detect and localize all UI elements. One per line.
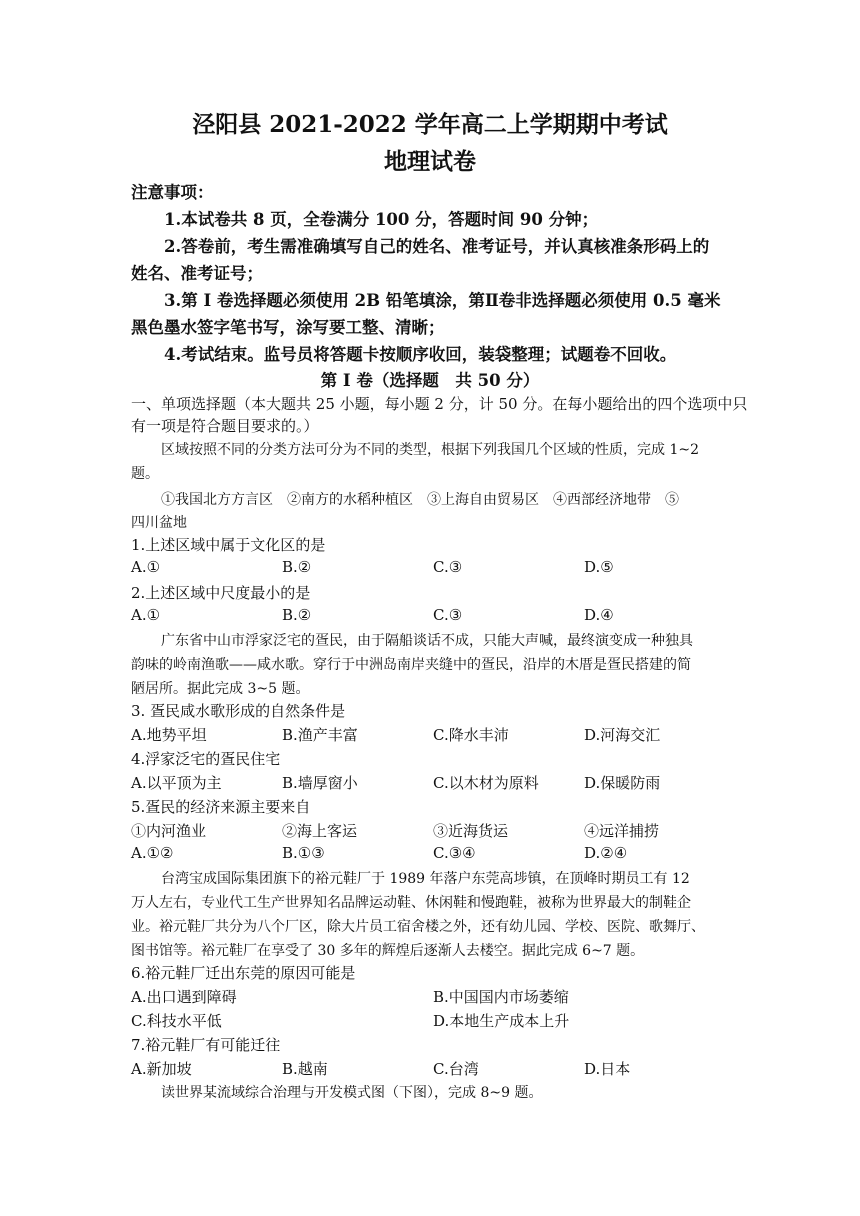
notice-item-1: 1.本试卷共 8 页，全卷满分 100 分，答题时间 90 分钟； bbox=[164, 210, 599, 229]
notice-item-4: 4.考试结束。监号员将答题卡按顺序收回，装袋整理；试题卷不回收。 bbox=[164, 345, 677, 364]
question-7-stem: 7.裕元鞋厂有可能迁往 bbox=[131, 1036, 281, 1054]
notice-item-2: 2.答卷前，考生需准确填写自己的姓名、准考证号，并认真核准条形码上的 bbox=[164, 237, 710, 256]
question-6-options-row-1 bbox=[0, 986, 860, 1008]
question-3-stem: 3. 疍民咸水歌形成的自然条件是 bbox=[131, 702, 346, 720]
q5-statement-3: ③近海货运 bbox=[433, 822, 509, 840]
notice-item-2-cont: 姓名、准考证号； bbox=[131, 264, 263, 283]
q6-option-d: D.本地生产成本上升 bbox=[433, 1012, 570, 1030]
question-5-stem: 5.疍民的经济来源主要来自 bbox=[131, 798, 311, 816]
section-intro-cont: 有一项是符合题目要求的。） bbox=[131, 417, 319, 435]
q3-option-c: C.降水丰沛 bbox=[433, 726, 509, 744]
q5-statement-4: ④远洋捕捞 bbox=[584, 822, 660, 840]
section-intro: 一、单项选择题（本大题共 25 小题，每小题 2 分，计 50 分。在每小题给出的四个选项中只 bbox=[131, 395, 748, 413]
passage-3-line-2: 万人左右，专业代工生产世界知名品牌运动鞋、休闲鞋和慢跑鞋，被称为世界最大的制鞋企 bbox=[131, 895, 691, 911]
notice-heading: 注意事项： bbox=[131, 183, 214, 202]
q4-option-d: D.保暖防雨 bbox=[584, 774, 661, 792]
q1-option-c: C.③ bbox=[433, 558, 463, 576]
passage-1-line-4: 四川盆地 bbox=[131, 515, 187, 531]
question-5-options bbox=[0, 844, 860, 866]
passage-3-line-3: 业。裕元鞋厂共分为八个厂区，除大片员工宿舍楼之外，还有幼儿园、学校、医院、歌舞厅、 bbox=[131, 919, 705, 935]
passage-4-line-1: 读世界某流域综合治理与开发模式图（下图），完成 8~9 题。 bbox=[161, 1085, 543, 1101]
q4-option-b: B.墙厚窗小 bbox=[282, 774, 358, 792]
q3-option-b: B.渔产丰富 bbox=[282, 726, 358, 744]
q7-option-b: B.越南 bbox=[282, 1060, 328, 1078]
question-6-stem: 6.裕元鞋厂迁出东莞的原因可能是 bbox=[131, 964, 356, 982]
q7-option-d: D.日本 bbox=[584, 1060, 631, 1078]
section-title: 第 I 卷（选择题 共 50 分） bbox=[320, 371, 540, 390]
q2-option-c: C.③ bbox=[433, 606, 463, 624]
q2-option-d: D.④ bbox=[584, 606, 614, 624]
passage-2-line-2: 韵味的岭南渔歌——咸水歌。穿行于中洲岛南岸夹缝中的疍民，沿岸的木厝是疍民搭建的简 bbox=[131, 657, 691, 673]
question-3-options bbox=[0, 724, 860, 746]
passage-3-line-4: 图书馆等。裕元鞋厂在享受了 30 多年的辉煌后逐渐人去楼空。据此完成 6~7 题。 bbox=[131, 943, 645, 959]
notice-item-3: 3.第 I 卷选择题必须使用 2B 铅笔填涂，第Ⅱ卷非选择题必须使用 0.5 毫米 bbox=[164, 291, 721, 310]
q5-option-c: C.③④ bbox=[433, 844, 476, 862]
passage-1-line-3: ①我国北方方言区 ②南方的水稻种植区 ③上海自由贸易区 ④西部经济地带 ⑤ bbox=[161, 492, 679, 508]
q1-option-d: D.⑤ bbox=[584, 558, 614, 576]
notice-item-3-cont: 黑色墨水签字笔书写，涂写要工整、清晰； bbox=[131, 318, 445, 337]
question-2-stem: 2.上述区域中尺度最小的是 bbox=[131, 584, 311, 602]
q2-option-a: A.① bbox=[131, 606, 161, 624]
q5-statement-1: ①内河渔业 bbox=[131, 822, 207, 840]
question-5-statements bbox=[0, 820, 860, 842]
q4-option-a: A.以平顶为主 bbox=[131, 774, 222, 792]
q2-option-b: B.② bbox=[282, 606, 312, 624]
q1-option-a: A.① bbox=[131, 558, 161, 576]
q4-option-c: C.以木材为原料 bbox=[433, 774, 539, 792]
q6-option-b: B.中国国内市场萎缩 bbox=[433, 988, 569, 1006]
question-2-options bbox=[0, 606, 860, 628]
q7-option-c: C.台湾 bbox=[433, 1060, 479, 1078]
q6-option-a: A.出口遇到障碍 bbox=[131, 988, 237, 1006]
passage-2-line-3: 陋居所。据此完成 3~5 题。 bbox=[131, 681, 310, 697]
passage-1-line-2: 题。 bbox=[131, 466, 159, 482]
passage-2-line-1: 广东省中山市浮家泛宅的疍民，由于隔船谈话不成，只能大声喊，最终演变成一种独具 bbox=[161, 633, 693, 649]
exam-title: 泾阳县 2021-2022 学年高二上学期期中考试 bbox=[192, 111, 668, 138]
q5-option-a: A.①② bbox=[131, 844, 174, 862]
q3-option-a: A.地势平坦 bbox=[131, 726, 207, 744]
question-1-options bbox=[0, 558, 860, 580]
q5-option-d: D.②④ bbox=[584, 844, 628, 862]
question-1-stem: 1.上述区域中属于文化区的是 bbox=[131, 536, 326, 554]
q5-statement-2: ②海上客运 bbox=[282, 822, 358, 840]
q7-option-a: A.新加坡 bbox=[131, 1060, 192, 1078]
exam-subject: 地理试卷 bbox=[384, 148, 476, 175]
question-4-options bbox=[0, 772, 860, 794]
passage-1-line-1: 区域按照不同的分类方法可分为不同的类型，根据下列我国几个区域的性质，完成 1~2 bbox=[161, 442, 699, 458]
question-6-options-row-2 bbox=[0, 1010, 860, 1032]
question-7-options bbox=[0, 1058, 860, 1080]
q3-option-d: D.河海交汇 bbox=[584, 726, 661, 744]
passage-3-line-1: 台湾宝成国际集团旗下的裕元鞋厂于 1989 年落户东莞高埗镇，在顶峰时期员工有 12 bbox=[161, 871, 690, 887]
question-4-stem: 4.浮家泛宅的疍民住宅 bbox=[131, 750, 281, 768]
q5-option-b: B.①③ bbox=[282, 844, 325, 862]
q1-option-b: B.② bbox=[282, 558, 312, 576]
q6-option-c: C.科技水平低 bbox=[131, 1012, 222, 1030]
